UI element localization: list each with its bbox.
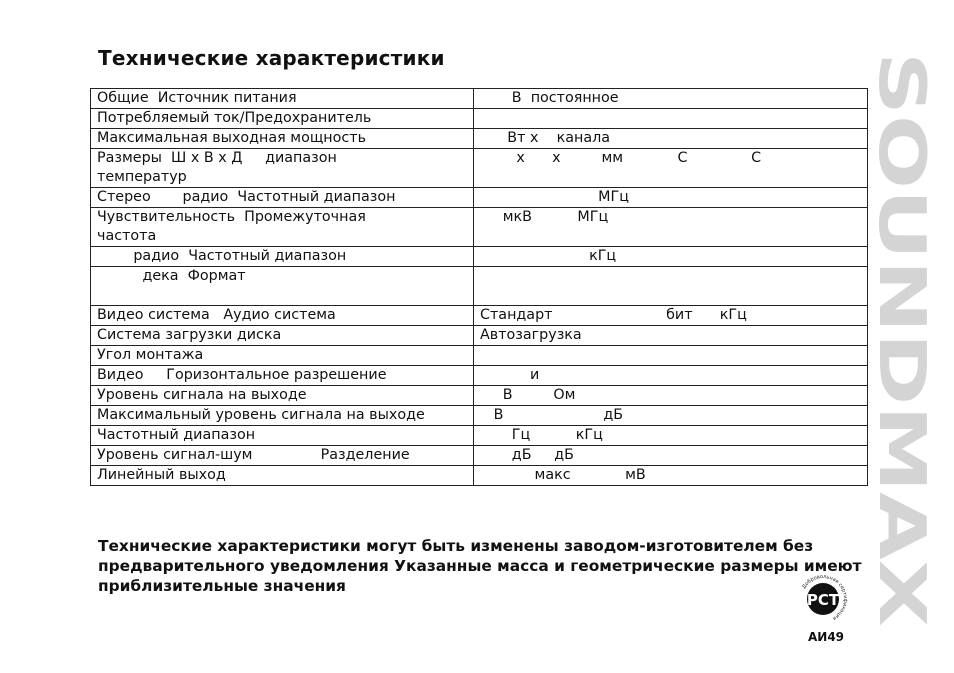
spec-value: кГц [474,247,868,267]
spec-row [91,366,868,386]
spec-row [91,267,868,306]
spec-row [91,386,868,406]
spec-label: Чувствительность Промежуточная частота [91,208,474,247]
spec-label: Линейный выход [91,466,474,486]
spec-value: В Ом [474,386,868,406]
spec-value: В постоянное [474,89,868,109]
spec-value: мкВ МГц [474,208,868,247]
spec-value: Стандарт бит кГц [474,306,868,326]
spec-row [91,466,868,486]
spec-row [91,306,868,326]
spec-row [91,109,868,129]
spec-label: дека Формат [91,267,474,306]
certification-code: АИ49 [808,630,845,644]
spec-row [91,406,868,426]
spec-label: Видео Горизонтальное разрешение [91,366,474,386]
spec-value: Автозагрузка [474,326,868,346]
spec-label: Размеры Ш х В х Д диапазон температур [91,149,474,188]
spec-label: Система загрузки диска [91,326,474,346]
disclaimer-note: Технические характеристики могут быть изменены заводом-изготовителем без предварительного уведомления Указанные масса и геометрические размеры имеют приблизительные значения [98,537,862,595]
spec-value [474,267,868,306]
spec-label: Уровень сигнал-шум Разделение [91,446,474,466]
spec-label: Уровень сигнала на выходе [91,386,474,406]
page-title: Технические характеристики [98,46,445,70]
spec-row [91,188,868,208]
spec-label: Видео система Аудио система [91,306,474,326]
svg-text:РСТ: РСТ [806,591,840,609]
spec-value: и [474,366,868,386]
spec-row [91,89,868,109]
spec-row [91,346,868,366]
spec-row [91,149,868,188]
spec-value [474,109,868,129]
spec-value: МГц [474,188,868,208]
certification-mark [796,572,850,626]
spec-value: х х мм С С [474,149,868,188]
soundmax-logo [864,52,942,632]
spec-label: Общие Источник питания [91,89,474,109]
spec-value: макс мВ [474,466,868,486]
spec-label: Максимальный уровень сигнала на выходе [91,406,474,426]
svg-text:Добровольная сертификация: Добровольная сертификация [801,573,849,622]
spec-value: Вт х канала [474,129,868,149]
spec-row [91,129,868,149]
spec-value: Гц кГц [474,426,868,446]
spec-label: Потребляемый ток/Предохранитель [91,109,474,129]
spec-label: Стерео радио Частотный диапазон [91,188,474,208]
spec-value: дБ дБ [474,446,868,466]
spec-label: радио Частотный диапазон [91,247,474,267]
svg-text:SOUNDMAX: SOUNDMAX [864,52,938,474]
spec-value: В дБ [474,406,868,426]
spec-table [90,88,868,486]
spec-row [91,446,868,466]
spec-value [474,346,868,366]
spec-label: Частотный диапазон [91,426,474,446]
spec-row [91,426,868,446]
spec-row [91,326,868,346]
spec-table-body [91,89,868,486]
spec-row [91,247,868,267]
spec-label: Максимальная выходная мощность [91,129,474,149]
spec-row [91,208,868,247]
spec-label: Угол монтажа [91,346,474,366]
